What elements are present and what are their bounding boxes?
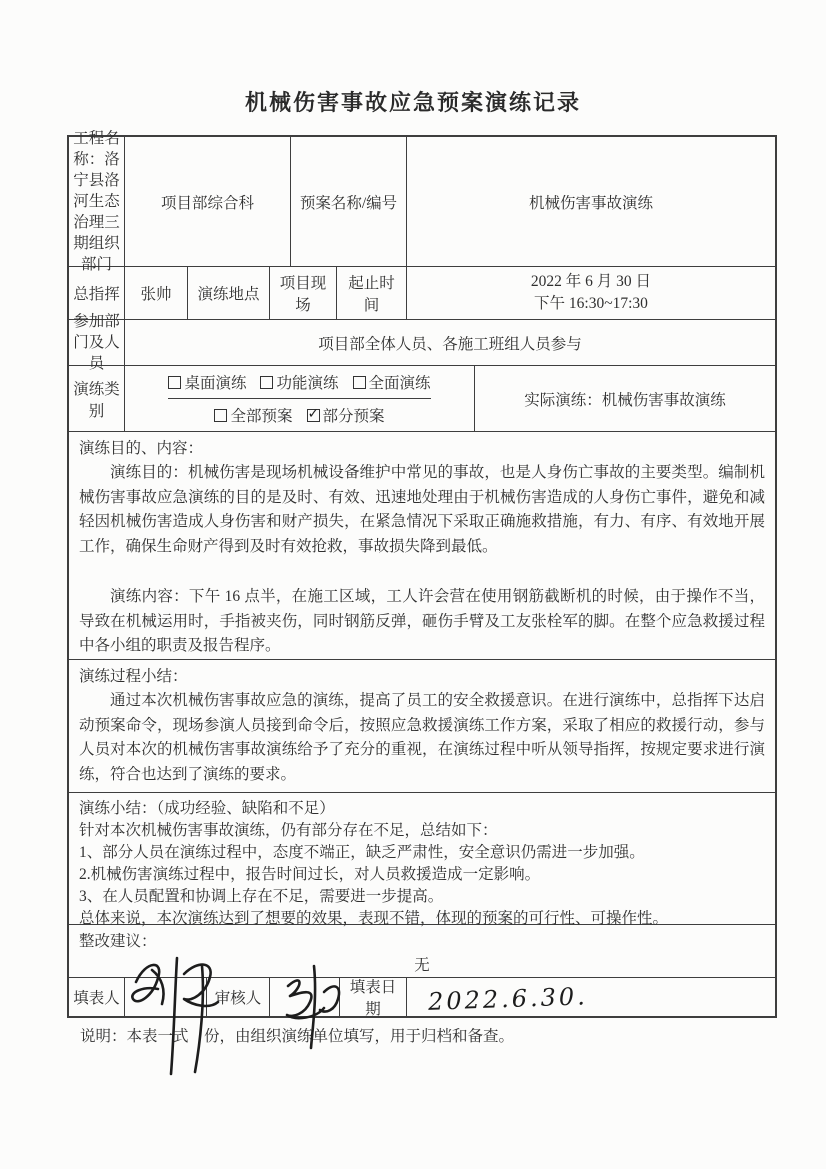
filler-label: 填表人 — [69, 978, 125, 1016]
time-value-line2: 下午 16:30~17:30 — [534, 295, 648, 312]
summary-cell — [69, 793, 775, 927]
plan-name-label-cell: 预案名称/编号 — [291, 137, 407, 266]
fill-date-label: 填表日期 — [340, 978, 407, 1016]
table-row-purpose — [69, 432, 775, 660]
content-paragraph: 演练内容：下午 16 点半，在施工区域，工人许会营在使用钢筋截断机的时候，由于操作不当，导致在机械运用时，手指被夹伤，同时钢筋反弹，砸伤手臂及工友张栓军的脚。在整个应急救援过程中各小组的职责及报告程序。 — [79, 588, 765, 654]
participants-label: 参加部门及人员 — [69, 320, 125, 365]
summary-heading: 演练小结：（成功经验、缺陷和不足） — [79, 800, 335, 817]
checkbox-desktop-drill-icon — [168, 376, 181, 389]
category-label: 演练类别 — [69, 366, 125, 431]
location-label: 演练地点 — [188, 267, 270, 319]
filler-signature-cell — [125, 978, 207, 1016]
process-summary-cell — [69, 660, 775, 792]
plan-name-value-cell: 机械伤害事故演练 — [528, 194, 653, 212]
summary-line: 针对本次机械伤害事故演练，仍有部分存在不足，总结如下： — [79, 822, 498, 839]
table-row-signoff — [69, 978, 775, 1016]
table-row-participants — [69, 313, 775, 372]
drill-record-table — [67, 130, 777, 1018]
category-options-cell — [125, 366, 475, 431]
option-full-drill — [353, 371, 431, 393]
checkbox-all-plan-icon — [214, 409, 227, 422]
summary-line: 3、在人员配置和协调上存在不足，需要进一步提高。 — [79, 888, 444, 905]
summary-line: 1、部分人员在演练过程中，态度不端正，缺乏严肃性，安全意识仍需进一步加强。 — [79, 844, 645, 861]
commander-label: 总指挥 — [69, 267, 125, 319]
table-row-basic-info — [69, 267, 775, 320]
category-options-row1 — [168, 366, 430, 399]
table-row-summary — [69, 793, 775, 925]
suggestions-value: 无 — [414, 957, 430, 974]
location-value: 项目现场 — [270, 267, 337, 319]
process-summary-paragraph: 通过本次机械伤害事故应急的演练，提高了员工的安全救援意识。在进行演练中，总指挥下达启动预案命令，现场参演人员接到命令后，按照应急救援演练工作方案，采取了相应的救援行动，参与人员对本次的机械伤害事故演练给予了充分的重视，在演练过程中听从领导指挥，按规定要求进行演练，符合也达到了演练的要求。 — [79, 692, 765, 783]
project-name-cell: 工程名称：洛宁县洛河生态治理三期组织部门 — [69, 137, 125, 266]
table-row-process-summary — [69, 660, 775, 793]
purpose-cell — [69, 432, 775, 659]
suggestions-heading: 整改建议： — [79, 933, 157, 950]
fill-date-handwritten: 2022.6.30. — [427, 982, 589, 1016]
actual-drill-cell: 实际演练：机械伤害事故演练 — [524, 391, 726, 409]
option-partial-plan-label: 部分预案 — [322, 408, 385, 425]
option-function-drill-label: 功能演练 — [276, 375, 339, 392]
summary-line: 2.机械伤害演练过程中，报告时间过长，对人员救援造成一定影响。 — [79, 866, 541, 883]
option-partial-plan — [307, 404, 385, 426]
checkbox-function-drill-icon — [260, 376, 273, 389]
reviewer-label: 审核人 — [207, 978, 270, 1016]
purpose-heading: 演练目的、内容： — [79, 440, 204, 457]
suggestions-cell — [69, 925, 775, 977]
checkbox-partial-plan-icon — [307, 409, 320, 422]
option-all-plan — [214, 404, 292, 426]
footer-note: 说明：本表一式 份，由组织演练单位填写，用于归档和备查。 — [80, 1028, 515, 1045]
commander-value: 张帅 — [125, 267, 188, 319]
category-options-row2 — [214, 399, 384, 431]
option-function-drill — [260, 371, 338, 393]
page-title: 机械伤害事故应急预案演练记录 — [244, 90, 581, 115]
checkbox-full-drill-icon — [353, 376, 366, 389]
purpose-paragraph: 演练目的：机械伤害是现场机械设备维护中常见的事故，也是人身伤亡事故的主要类型。编制机械伤害事故应急演练的目的是及时、有效、迅速地处理由于机械伤害造成的人身伤亡事件，避免和减轻因机械伤害造成人身伤害和财产损失，在紧急情况下采取正确施救措施，有力、有序、有效地开展工作，确保生命财产得到及时有效抢救，事故损失降到最低。 — [79, 464, 765, 555]
time-value-line1: 2022 年 6 月 30 日 — [530, 273, 652, 290]
process-summary-heading: 演练过程小结： — [79, 668, 188, 685]
time-label: 起止时间 — [337, 267, 407, 319]
participants-value: 项目部全体人员、各施工班组人员参与 — [318, 335, 582, 353]
reviewer-signature-cell — [270, 978, 340, 1016]
org-dept-value-cell: 项目部综合科 — [125, 137, 291, 266]
summary-line: 总体来说，本次演练达到了想要的效果，表现不错，体现的预案的可行性、可操作性。 — [79, 910, 669, 927]
table-row-suggestions — [69, 925, 775, 978]
time-value — [407, 267, 775, 319]
table-row-category — [69, 366, 775, 432]
option-all-plan-label: 全部预案 — [230, 408, 293, 425]
option-desktop-drill — [168, 371, 246, 393]
option-full-drill-label: 全面演练 — [368, 375, 431, 392]
table-row-header — [69, 130, 775, 273]
option-desktop-drill-label: 桌面演练 — [184, 375, 247, 392]
